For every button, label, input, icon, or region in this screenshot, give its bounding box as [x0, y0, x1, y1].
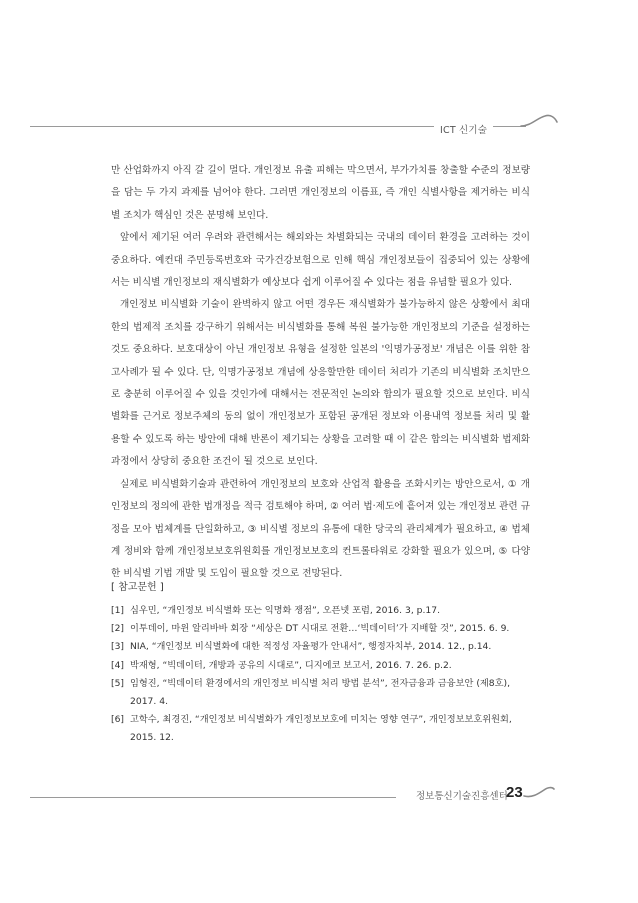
reference-text: 박재형, “빅데이터, 개방과 공유의 시대로”, 디지에코 보고서, 2016. 7. 26. p.2. [130, 659, 452, 671]
paragraph-4: 실제로 비식별화기술과 관련하여 개인정보의 보호와 산업적 활용을 조화시키는 방안으로서, ① 개인정보의 정의에 관한 법개정을 적극 검토해야 하며, ② 여러 법·제도에 흩어져 있는 개인정보 관련 규정을 모아 법체계를 단일화하고, ③ 비식별 정보의 유통에 대한 당국의 관리체계가 필요하고, ④ 법체계 정비와 함께 개인정보보호위원회를 개인정보보호의 컨트롤타워로 강화할 필요가 있으며, ⑤ 다양한 비식별 기법 개발 및 도입이 필요할 것으로 전망된다. [111, 478, 530, 580]
section-label: ICT 신기술 [440, 125, 488, 136]
reference-number: [6] [111, 714, 125, 726]
reference-number: [5] [111, 677, 125, 689]
reference-text: 임형진, “빅데이터 환경에서의 개인정보 비식별 처리 방법 분석”, 전자금융과 금융보안 (제8호), 2017. 4. [130, 677, 511, 708]
reference-item [111, 602, 530, 620]
footer-rule [30, 797, 396, 798]
reference-item [111, 675, 530, 711]
paragraph-2: 앞에서 제기된 여러 우려와 관련해서는 해외와는 차별화되는 국내의 데이터 환경을 고려하는 것이 중요하다. 예컨대 주민등록번호와 국가건강보험으로 인해 핵심 개인정보들이 집중되어 있는 상황에서는 비식별 개인정보의 재식별화가 예상보다 쉽게 이루어질 수 있다는 점을 유념할 필요가 있다. [111, 232, 530, 289]
footer-organization: 정보통신기술진흥센터 [416, 791, 508, 802]
paragraph-1: 만 산업화까지 아직 갈 길이 멀다. 개인정보 유출 피해는 막으면서, 부가가치를 창출할 수준의 정보량을 담는 두 가지 과제를 넘어야 한다. 그러면 개인정보의 이름표, 즉 개인 식별사항을 제거하는 비식별 조치가 핵심인 것은 분명해 보인다. [111, 165, 530, 221]
paragraph-3: 개인정보 비식별화 기술이 완벽하지 않고 어떤 경우든 재식별화가 불가능하지 않은 상황에서 최대한의 법제적 조치를 강구하기 위해서는 비식별화를 통해 복원 불가능한 개인정보의 기준을 설정하는 것도 중요하다. 보호대상이 아닌 개인정보 유형을 설정한 일본의 '익명가공정보' 개념은 이를 위한 참고사례가 될 수 있다. 단, 익명가공정보 개념에 상응할만한 데이터 처리가 기존의 비식별화 조치만으로 충분히 이루어질 수 있을 것인가에 대해서는 전문적인 논의와 합의가 필요할 것으로 보인다. 비식별화를 근거로 정보주체의 동의 없이 개인정보가 포함된 공개된 정보와 이용내역 정보를 처리 및 활용할 수 있도록 하는 방안에 대해 반론이 제기되는 상황을 고려할 때 이 같은 합의는 비식별화 법제화 과정에서 상당히 중요한 조건이 될 것으로 보인다. [111, 299, 530, 468]
page-number: 23 [506, 784, 523, 801]
reference-text: 고학수, 최경진, “개인정보 비식별화가 개인정보보호에 미치는 영향 연구”, 개인정보보호위원회, 2015. 12. [130, 714, 512, 744]
reference-number: [1] [111, 605, 125, 616]
references-list [111, 602, 530, 748]
reference-text: NIA, “개인정보 비식별화에 대한 적정성 자율평가 안내서”, 행정자치부, 2014. 12., p.14. [130, 641, 492, 653]
reference-text: 이투데이, 마윈 알리바바 회장 “세상은 DT 시대로 전환…‘빅데이터’가 지배할 것”, 2015. 6. 9. [130, 623, 510, 635]
body-text [111, 160, 530, 586]
reference-text: 심우민, “개인정보 비식별화 또는 익명화 쟁점”, 오픈넷 포럼, 2016. 3, p.17. [130, 605, 441, 616]
reference-item [111, 711, 530, 747]
reference-number: [3] [111, 641, 125, 653]
header-curl-ornament [519, 110, 559, 140]
footer-curl-ornament [522, 782, 556, 806]
reference-item [111, 620, 530, 638]
references-title: [ 참고문헌 ] [111, 582, 164, 593]
header-section-tab [434, 118, 493, 134]
reference-item [111, 657, 530, 675]
reference-number: [4] [111, 659, 125, 671]
reference-item [111, 638, 530, 656]
reference-number: [2] [111, 623, 125, 635]
